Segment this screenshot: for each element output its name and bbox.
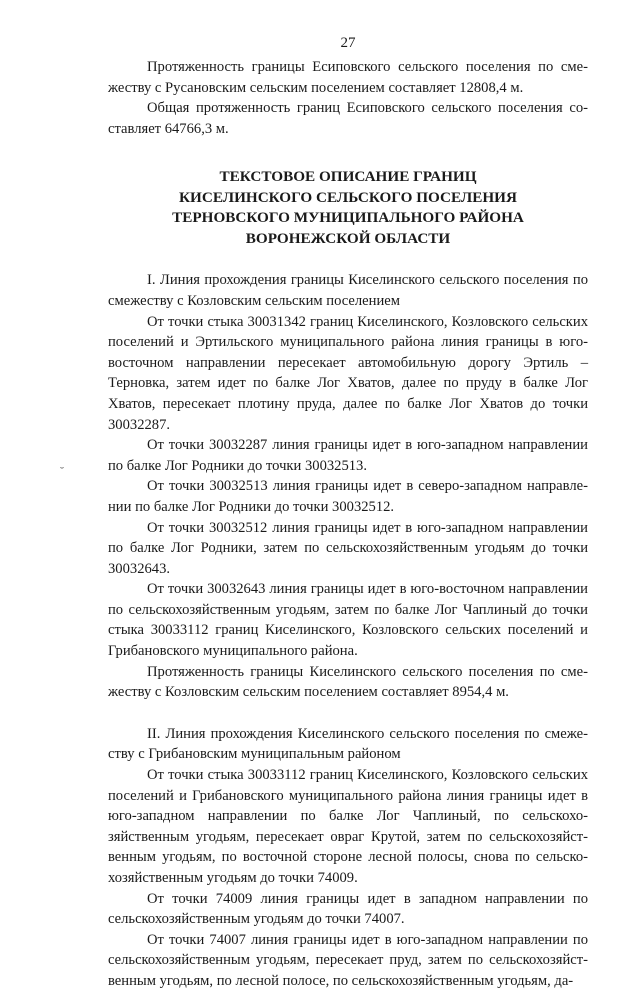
section-1-paragraph-6: Протяженность границы Киселинского сельского поселения по смежеству с Козловским сельским поселением составляет 8954,4 м. [108, 663, 588, 701]
section-1-paragraph-4: От точки 30032512 линия границы идет в юго-западном направлении по балке Лог Родники, затем по сельскохозяйственным угодьям до точки 30032643. [108, 519, 588, 577]
section-2-paragraph-3: От точки 74007 линия границы идет в юго-западном направлении по сельскохозяйственным угодьям, пересекает пруд, затем по сельскохозяйственным угодьям, по лесной полосе, по сельскохозяйственным угодьям, да- [108, 931, 588, 989]
section-1-heading: I. Линия прохождения границы Киселинского сельского поселения по смежеству с Козловским сельским поселением [108, 272, 588, 309]
section-1-paragraph-1: От точки стыка 30031342 границ Киселинского, Козловского сельских поселений и Эртильского муниципального района линия границы в юго-восточном направлении пересекает автомобильную дорогу Эртиль – Терновка, затем идет по балке Лог Хватов, далее по пруду в балке Лог Хватов, пересекает плотину пруда, далее по балке Лог Хватов до точки 30032287. [108, 313, 588, 433]
section-1-paragraph-2: От точки 30032287 линия границы идет в юго-западном направлении по балке Лог Родники до точки 30032513. [108, 437, 588, 474]
scan-mark: ˘ [60, 464, 64, 478]
title-line-4: ВОРОНЕЖСКОЙ ОБЛАСТИ [245, 229, 451, 247]
section-2-paragraph-2: От точки 74009 линия границы идет в западном направлении по сельскохозяйственным угодьям до точки 74007. [108, 890, 588, 928]
section-2 [108, 724, 588, 992]
section-2-heading: II. Линия прохождения Киселинского сельского поселения по смежеству с Грибановским муниципальным районом [108, 725, 588, 763]
document-title [108, 167, 588, 249]
section-1-paragraph-5: От точки 30032643 линия границы идет в юго-восточном направлении по сельскохозяйственным угодьям, затем по балке Лог Чаплиный до точки стыка 30033112 границ Киселинского, Козловского сельских поселений и Грибановского муниципального района. [108, 581, 588, 660]
intro-paragraph-2: Общая протяженность границ Есиповского сельского поселения составляет 64766,3 м. [108, 100, 588, 137]
title-line-2: КИСЕЛИНСКОГО СЕЛЬСКОГО ПОСЕЛЕНИЯ [179, 188, 517, 206]
title-line-3: ТЕРНОВСКОГО МУНИЦИПАЛЬНОГО РАЙОНА [172, 209, 524, 227]
section-1-paragraph-3: От точки 30032513 линия границы идет в северо-западном направлении по балке Лог Родники до точки 30032512. [108, 478, 588, 515]
section-1 [108, 270, 588, 702]
section-2-paragraph-1: От точки стыка 30033112 границ Киселинского, Козловского сельских поселений и Грибановского муниципального района линия границы идет в юго-западном направлении по балке Лог Чаплиный, по сельскохозяйственным угодьям, пересекает овраг Крутой, затем по сельскохозяйственным угодьям, по восточной стороне лесной полосы, снова по сельскохозяйственным угодьям до точки 74009. [108, 767, 588, 886]
title-line-1: ТЕКСТОВОЕ ОПИСАНИЕ ГРАНИЦ [219, 168, 477, 186]
intro-paragraph-1: Протяженность границы Есиповского сельского поселения по смежеству с Русановским сельским поселением составляет 12808,4 м. [108, 59, 588, 96]
page-number: 27 [340, 35, 356, 51]
